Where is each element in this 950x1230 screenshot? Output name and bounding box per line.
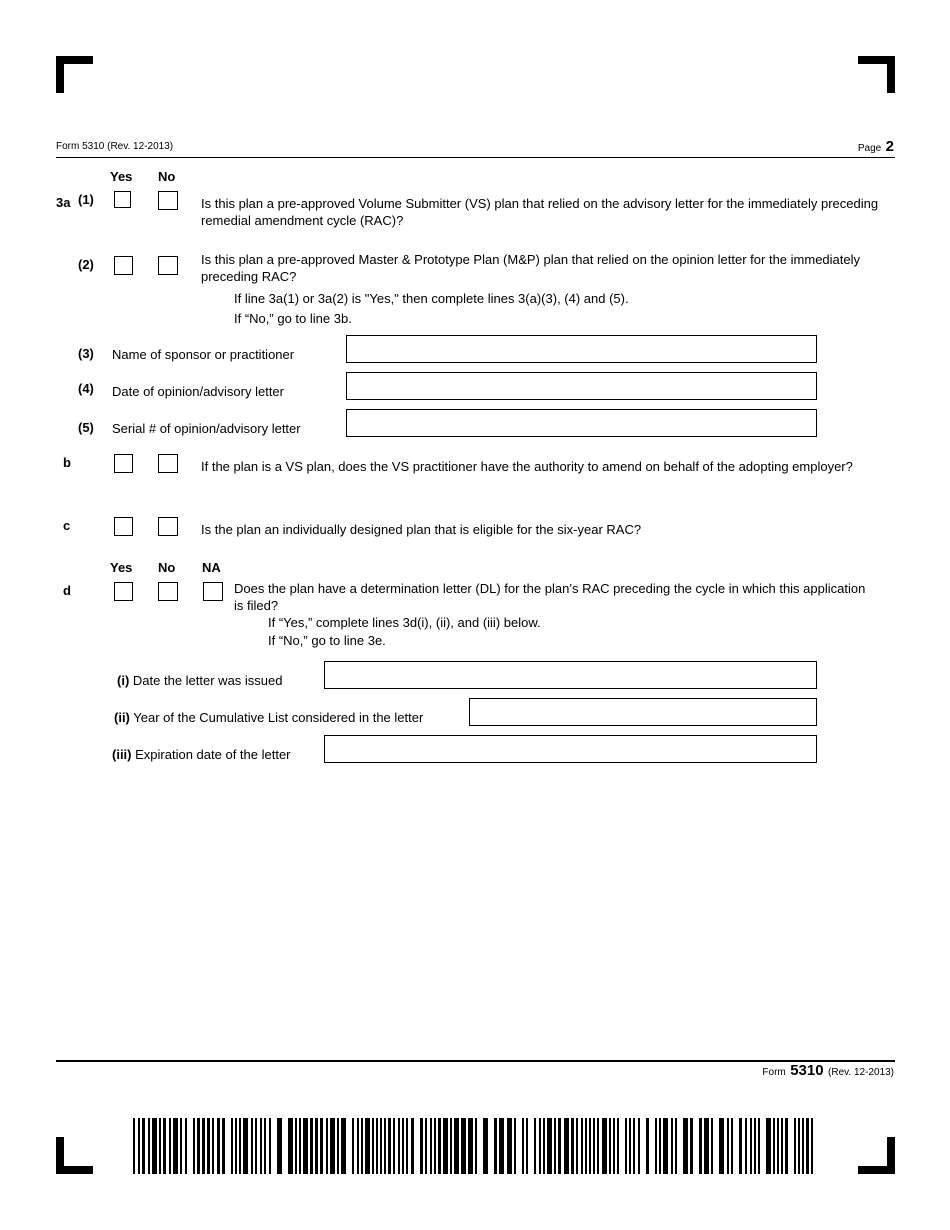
barcode-bar: [704, 1118, 709, 1174]
barcode-bar: [320, 1118, 323, 1174]
barcode-bar: [526, 1118, 528, 1174]
barcode-bar: [739, 1118, 742, 1174]
barcode-bar: [711, 1118, 713, 1174]
column-header-na-d: NA: [202, 560, 221, 575]
barcode-bar: [558, 1118, 561, 1174]
barcode-bar: [185, 1118, 187, 1174]
line-3d-label: d: [63, 583, 71, 598]
barcode-bar: [231, 1118, 233, 1174]
barcode-bar: [646, 1118, 649, 1174]
column-header-no-d: No: [158, 560, 176, 575]
barcode-bar: [260, 1118, 262, 1174]
barcode-bar: [212, 1118, 214, 1174]
line-3a2-no-checkbox[interactable]: [158, 256, 178, 275]
barcode-bar: [731, 1118, 733, 1174]
barcode-bar: [430, 1118, 432, 1174]
barcode-bar: [499, 1118, 504, 1174]
barcode-bar: [806, 1118, 809, 1174]
barcode-bar: [169, 1118, 171, 1174]
barcode-bar: [376, 1118, 378, 1174]
barcode-bar: [251, 1118, 253, 1174]
page-label: Page: [857, 143, 882, 154]
barcode-bar: [522, 1118, 524, 1174]
barcode-bar: [750, 1118, 752, 1174]
line-3a3-label: (3): [78, 346, 94, 361]
barcode-bar: [207, 1118, 210, 1174]
barcode-bar: [589, 1118, 591, 1174]
barcode-bar: [138, 1118, 140, 1174]
form-reference: Form 5310 (Rev. 12-2013): [56, 141, 174, 152]
barcode-bar: [571, 1118, 574, 1174]
line-3b-question: If the plan is a VS plan, does the VS practitioner have the authority to amend on behalf of the adopting employer?: [201, 459, 853, 474]
barcode-bar: [269, 1118, 271, 1174]
barcode-bar: [475, 1118, 477, 1174]
sponsor-name-field[interactable]: [346, 335, 817, 363]
barcode-bar: [576, 1118, 578, 1174]
barcode-bar: [388, 1118, 391, 1174]
line-3d-ii-text: Year of the Cumulative List considered in the letter: [133, 710, 424, 725]
footer-revision: (Rev. 12-2013): [828, 1067, 894, 1078]
barcode-bar: [625, 1118, 627, 1174]
column-header-yes-d: Yes: [110, 560, 133, 575]
line-3c-label: c: [63, 518, 71, 533]
line-3c-yes-checkbox[interactable]: [114, 517, 133, 536]
page-number: 2: [885, 138, 894, 155]
line-3a-instruction-yes: If line 3a(1) or 3a(2) is "Yes," then complete lines 3(a)(3), (4) and (5).: [234, 291, 629, 306]
barcode-bar: [217, 1118, 220, 1174]
barcode-bar: [255, 1118, 257, 1174]
barcode-bar: [539, 1118, 541, 1174]
corner-mark-bottom-right: [858, 1166, 895, 1174]
barcode-bar: [239, 1118, 241, 1174]
barcode-bar: [494, 1118, 497, 1174]
barcode-bar: [758, 1118, 760, 1174]
barcode-bar: [337, 1118, 339, 1174]
line-3d-i-text: Date the letter was issued: [132, 673, 283, 688]
barcode-bar: [425, 1118, 427, 1174]
barcode-bar: [659, 1118, 661, 1174]
column-header-no: No: [158, 169, 176, 184]
barcode-bar: [683, 1118, 688, 1174]
barcode-bar: [352, 1118, 354, 1174]
barcode-bar: [288, 1118, 293, 1174]
line-3b-no-checkbox[interactable]: [158, 454, 178, 473]
barcode-bar: [690, 1118, 693, 1174]
line-3a1-question: Is this plan a pre-approved Volume Submitter (VS) plan that relied on the advisory letter for the immediately preceding remedial amendment cycle (RAC)?: [201, 196, 879, 228]
barcode-bar: [461, 1118, 466, 1174]
barcode-bar: [655, 1118, 657, 1174]
barcode-bar: [310, 1118, 313, 1174]
line-3a1-yes-checkbox[interactable]: [114, 191, 131, 208]
barcode-bar: [754, 1118, 756, 1174]
barcode-bar: [402, 1118, 404, 1174]
cumulative-list-year-field[interactable]: [469, 698, 817, 726]
corner-mark-bottom-left: [56, 1166, 93, 1174]
barcode-bar: [438, 1118, 441, 1174]
line-3a1-no-checkbox[interactable]: [158, 191, 178, 210]
barcode-bar: [372, 1118, 374, 1174]
barcode-bar: [299, 1118, 301, 1174]
barcode-bar: [180, 1118, 182, 1174]
line-3a5-text: Serial # of opinion/advisory letter: [112, 421, 301, 436]
line-3d-iii-row: [112, 746, 291, 763]
line-3d-instruction-no: If “No,” go to line 3e.: [268, 633, 386, 648]
letter-issue-date-field[interactable]: [324, 661, 817, 689]
corner-mark-top-left: [56, 56, 64, 93]
barcode-bar: [393, 1118, 395, 1174]
line-3a3-text: Name of sponsor or practitioner: [112, 347, 295, 362]
barcode-bar: [507, 1118, 512, 1174]
barcode-bar: [222, 1118, 225, 1174]
barcode-bar: [243, 1118, 248, 1174]
barcode-bar: [629, 1118, 631, 1174]
line-3d-i-row: [117, 672, 282, 689]
footer-form-ref: [762, 1062, 894, 1080]
barcode-bar: [326, 1118, 328, 1174]
barcode-bar: [613, 1118, 615, 1174]
barcode-bar: [264, 1118, 266, 1174]
barcode-bar: [235, 1118, 237, 1174]
barcode-bar: [781, 1118, 783, 1174]
line-3a2-question: Is this plan a pre-approved Master & Prototype Plan (M&P) plan that relied on the opinion letter for the immediately preceding RAC?: [201, 252, 861, 284]
line-3a4-label: (4): [78, 381, 94, 396]
barcode-bar: [633, 1118, 635, 1174]
barcode-bar: [766, 1118, 771, 1174]
footer-form-number: 5310: [790, 1062, 824, 1079]
barcode-bar: [534, 1118, 536, 1174]
barcode-bar: [543, 1118, 545, 1174]
line-3b-label: b: [63, 455, 71, 470]
barcode-bar: [133, 1118, 135, 1174]
column-header-yes: Yes: [110, 169, 133, 184]
barcode-bar: [638, 1118, 640, 1174]
barcode-bar: [454, 1118, 459, 1174]
barcode-bar: [564, 1118, 569, 1174]
barcode-bar: [443, 1118, 448, 1174]
line-3a-instruction-no: If “No,” go to line 3b.: [234, 311, 352, 326]
barcode-bar: [675, 1118, 677, 1174]
barcode-bar: [777, 1118, 779, 1174]
header-rule: [56, 157, 895, 158]
opinion-letter-serial-field[interactable]: [346, 409, 817, 437]
barcode-bar: [802, 1118, 804, 1174]
barcode-bar: [406, 1118, 408, 1174]
line-3d-iii-label: (iii): [112, 747, 132, 762]
barcode-bar: [303, 1118, 308, 1174]
barcode-bar: [365, 1118, 370, 1174]
barcode-bar: [142, 1118, 145, 1174]
barcode-bar: [341, 1118, 346, 1174]
barcode-bar: [173, 1118, 178, 1174]
opinion-letter-date-field[interactable]: [346, 372, 817, 400]
barcode-bar: [745, 1118, 747, 1174]
line-3a-label: 3a: [56, 195, 71, 210]
barcode-bar: [295, 1118, 297, 1174]
barcode-bar: [554, 1118, 556, 1174]
barcode-bar: [450, 1118, 452, 1174]
footer-form-label: Form: [762, 1067, 786, 1078]
barcode-bar: [398, 1118, 400, 1174]
barcode-bar: [719, 1118, 724, 1174]
line-3d-na-checkbox[interactable]: [203, 582, 223, 601]
barcode-bar: [798, 1118, 800, 1174]
line-3d-ii-row: [114, 709, 423, 726]
line-3d-iii-text: Expiration date of the letter: [135, 747, 291, 762]
barcode-bar: [811, 1118, 813, 1174]
barcode-bar: [597, 1118, 599, 1174]
barcode-bar: [357, 1118, 359, 1174]
barcode-bar: [197, 1118, 200, 1174]
barcode-bar: [671, 1118, 673, 1174]
page-indicator: [858, 138, 894, 156]
line-3a5-label: (5): [78, 420, 94, 435]
barcode-bar: [202, 1118, 205, 1174]
barcode-bar: [581, 1118, 583, 1174]
barcode-bar: [468, 1118, 473, 1174]
barcode-bar: [773, 1118, 775, 1174]
barcode-bar: [330, 1118, 335, 1174]
barcode-bar: [159, 1118, 161, 1174]
line-3d-i-label: (i): [117, 673, 130, 688]
barcode-bar: [411, 1118, 414, 1174]
barcode-bar: [163, 1118, 166, 1174]
barcode-bar: [727, 1118, 729, 1174]
barcode-bar: [152, 1118, 157, 1174]
barcode-bar: [483, 1118, 488, 1174]
letter-expiration-date-field[interactable]: [324, 735, 817, 763]
barcode-bar: [315, 1118, 318, 1174]
barcode-bar: [384, 1118, 386, 1174]
line-3a1-label: (1): [78, 192, 94, 207]
line-3a2-yes-checkbox[interactable]: [114, 256, 133, 275]
line-3d-instruction-yes: If “Yes,” complete lines 3d(i), (ii), and (iii) below.: [268, 615, 541, 630]
barcode-bar: [794, 1118, 796, 1174]
barcode-image: [133, 1118, 817, 1174]
barcode-bar: [699, 1118, 702, 1174]
barcode-bar: [547, 1118, 552, 1174]
corner-mark-top-right: [887, 56, 895, 93]
barcode-bar: [585, 1118, 587, 1174]
barcode-bar: [434, 1118, 436, 1174]
line-3d-no-checkbox[interactable]: [158, 582, 178, 601]
barcode-bar: [602, 1118, 607, 1174]
barcode-bar: [420, 1118, 423, 1174]
barcode-bar: [609, 1118, 611, 1174]
line-3b-yes-checkbox[interactable]: [114, 454, 133, 473]
barcode-bar: [193, 1118, 195, 1174]
barcode-bar: [380, 1118, 382, 1174]
line-3d-ii-label: (ii): [114, 710, 130, 725]
line-3a4-text: Date of opinion/advisory letter: [112, 384, 284, 399]
barcode-bar: [277, 1118, 282, 1174]
barcode-bar: [663, 1118, 668, 1174]
barcode-bar: [361, 1118, 363, 1174]
line-3d-question: Does the plan have a determination letter (DL) for the plan’s RAC preceding the cycle in which this application is filed?: [234, 581, 866, 613]
line-3a2-label: (2): [78, 257, 94, 272]
barcode-bar: [785, 1118, 788, 1174]
line-3c-no-checkbox[interactable]: [158, 517, 178, 536]
barcode-bar: [148, 1118, 150, 1174]
barcode-bar: [593, 1118, 595, 1174]
line-3d-yes-checkbox[interactable]: [114, 582, 133, 601]
line-3c-question: Is the plan an individually designed plan that is eligible for the six-year RAC?: [201, 522, 642, 537]
barcode-bar: [617, 1118, 619, 1174]
barcode-bar: [514, 1118, 516, 1174]
